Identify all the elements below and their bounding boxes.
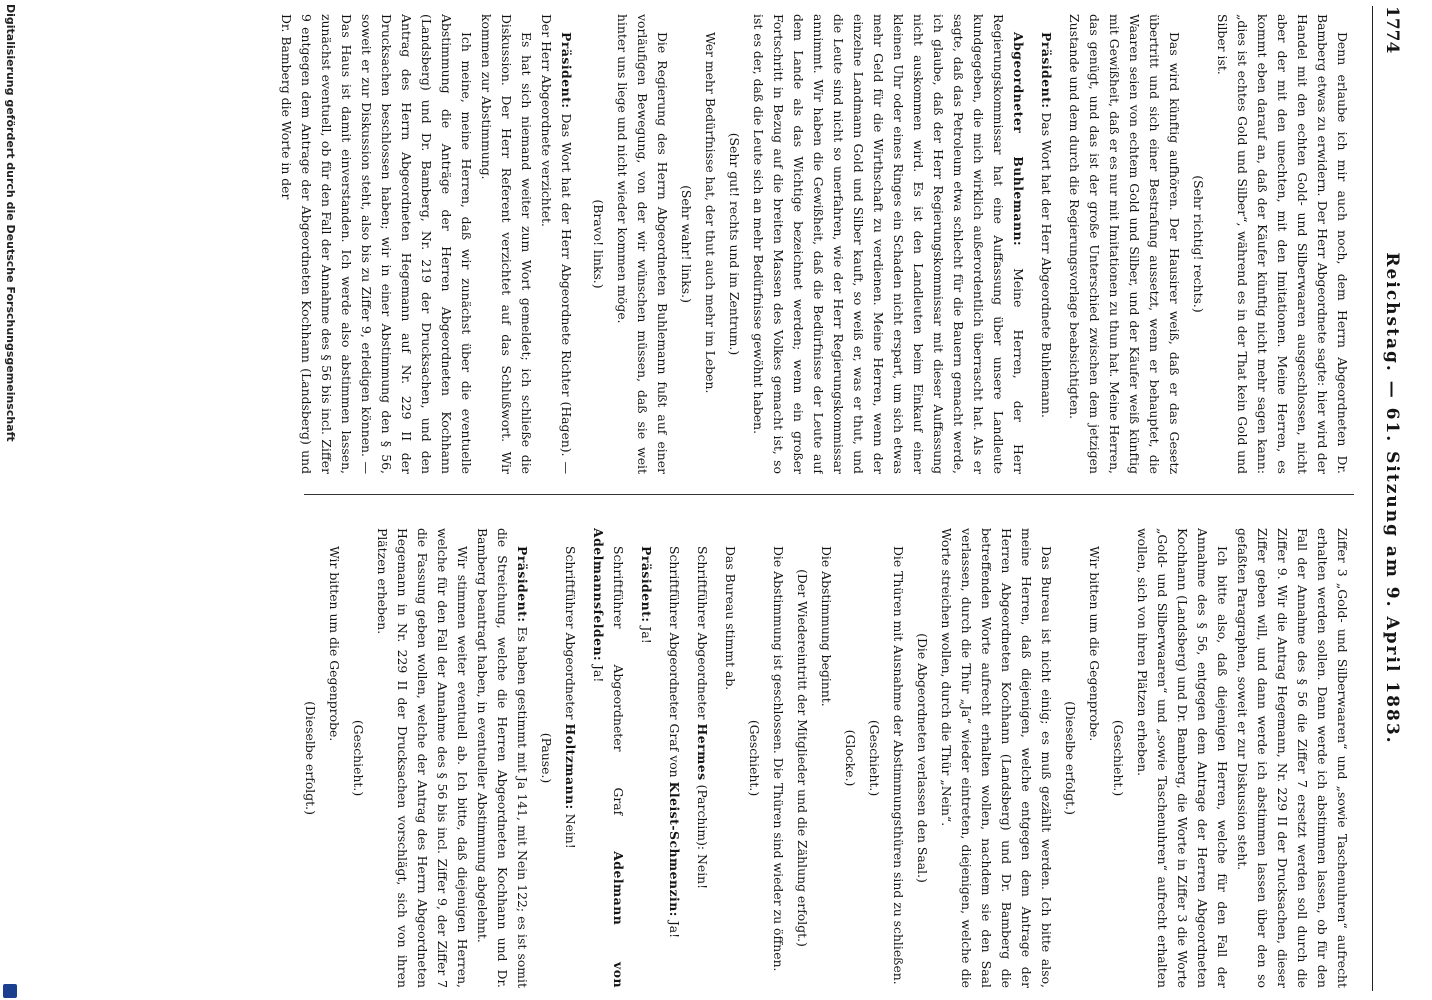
paragraph: Ich meine, meine Herren, daß wir zunächst über die eventuelle Abstimmung die Anträge der Herren Abgeordneten Kochhann (Landsberg) und Dr. Bamberg, Nr. 219 der Drucksachen, und den Antrag des Herrn Abgeordneten Hegemann auf Nr. 229 II der Drucksachen beschlossen haben; wir in einer Abstimmung den § 56, soweit er zur Diskussion steht, also bis zu Ziffer 9, erledigen können. — Das Haus ist damit einverstanden. Ich werde also abstimmen lassen, zunächst eventuell, ob für den Fall der Annahme des § 56 bis incl. Ziffer 9 entgegen dem Antrage der Abgeordneten Kochhann (Landsberg) und Dr. Bamberg die Worte in der: [279, 14, 474, 474]
digitization-footer: [0, 0, 18, 1000]
remark: (Geschieht.): [351, 719, 366, 797]
remark: (Glocke.): [843, 729, 858, 787]
paragraph: Wir bitten um die Gegenprobe.: [327, 546, 342, 742]
speaker-text: Ja!: [591, 665, 606, 683]
speaker-name: Hermes: [695, 723, 710, 781]
speaker-label: Abgeordneter Buhlemann:: [1011, 32, 1026, 247]
speaker-name: Holtzmann:: [563, 723, 578, 810]
remark: (Sehr gut! rechts und im Zentrum.): [727, 132, 742, 356]
speaker-name: Kleist-Schmenzin:: [667, 781, 682, 917]
speaker-label: Präsident:: [559, 32, 574, 109]
page-header: [1368, 6, 1402, 991]
remark: (Pause.): [539, 732, 554, 784]
paragraph: Die Abstimmung beginnt.: [819, 546, 834, 707]
speaker-name: Adelmann von Adelmannsfelden:: [591, 528, 626, 988]
speaker-paragraph: [1036, 14, 1056, 474]
header-rule: [1372, 6, 1373, 991]
column-divider: [304, 494, 1354, 495]
speaker-paragraph: [588, 528, 628, 988]
speaker-text: Meine Herren, der Herr Regierungskommissar hat eine Auffassung über unsere Landleute kundgegeben, die mich wirklich außerordentlich überrascht hat. Als er sagte, daß das Petroleum etwa schlecht für die Bauern gemacht werde, ich glaube, daß der Herr Regierungskommissar mit dieser Auffassung nicht auskommen wird. Es ist den Landleuten beim Einkauf einer kleinen Uhr oder eines Ringes ein Schaden nicht erspart, um sich etwas mehr Geld für die Wirthschaft zu verdienen. Meine Herren, wenn der einzelne Landmann Gold und Silber kauft, so weiß er, was er thut, und die Leute sind nicht so unerfahren, wie der Herr Regierungskommissar annimmt. Wir haben die Gewißheit, daß die Bedürfnisse der Leute auf dem Lande als das Wichtige bezeichnet werden; wenn ein großer Fortschritt in Bezug auf die breiten Massen des Volkes gemacht ist, so ist es der, daß die Leute sich an mehr Bedürfnisse gewöhnt haben.: [751, 14, 1026, 474]
remark: (Sehr richtig! rechts.): [1191, 175, 1206, 313]
speaker-label: Schriftführer Abgeordneter: [695, 546, 710, 720]
remark: (Sehr wahr! links.): [679, 185, 694, 303]
paragraph: Die Regierung des Herrn Abgeordneten Buhlemann fußt auf einer vorläufigen Bewegung, von der wir wünschen müssen, daß sie weit hinter uns liege und nicht wieder kommen möge.: [615, 14, 670, 474]
paragraph: Die Abstimmung ist geschlossen. Die Thüren sind wieder zu öffnen.: [771, 546, 786, 972]
speaker-paragraph: [472, 528, 532, 988]
remark: (Geschieht.): [747, 719, 762, 797]
paragraph: Es hat sich niemand weiter zum Wort gemeldet; ich schließe die Diskussion. Der Herr Referent verzichtet auf das Schlußwort. Wir kommen zur Abstimmung.: [479, 14, 534, 474]
paragraph: Ziffer 3 „Gold- und Silberwaaren“ und „sowie Taschenuhren“ aufrecht erhalten werden sollen. Dann werde ich abstimmen lassen, ob für den Fall der Annahme des § 56 die Ziffer 7 ersetzt werden soll durch die Ziffer 9. Wir die Antrag Hegemann, Nr. 229 II der Drucksachen, dieser Ziffer geben will, und dann werde ich abstimmen lassen über den so gefaßten Paragraphen, soweit er zur Diskussion steht.: [1235, 528, 1350, 988]
speaker-label: Schriftführer Abgeordneter Graf: [611, 546, 626, 816]
speaker-label: Präsident:: [515, 546, 530, 623]
remark: (Die Abgeordneten verlassen den Saal.): [915, 633, 930, 883]
paragraph: Wir bitten um die Gegenprobe.: [1087, 546, 1102, 742]
paragraph: Denn erlaube ich mir auch noch, dem Herrn Abgeordneten Dr. Bamberg etwas zu erwidern. Der Herr Abgeordnete sagte: hier wird der Handel mit den echten Gold- und Silberwaaren ausgeschlossen, nicht aber der mit den unechten, mit den Imitationen. Meine Herren, es kommt eben darauf an, daß der Käufer künftig nicht mehr sagen kann: „dies ist echtes Gold und Silber“, während es in der That kein Gold und Silber ist.: [1215, 14, 1350, 474]
paragraph: Das Bureau stimmt ab.: [723, 546, 738, 691]
remark: (Geschieht.): [867, 719, 882, 797]
paragraph: Die Thüren mit Ausnahme der Abstimmungsthüren sind zu schließen.: [891, 546, 906, 985]
speaker-text: Ja!: [667, 920, 682, 939]
paragraph: Wer mehr Bedürfnisse hat, der thut auch mehr im Leben.: [703, 32, 718, 394]
speaker-paragraph: [748, 14, 1028, 474]
left-column: [32, 14, 1352, 474]
page-number: 1774: [1382, 6, 1402, 54]
speaker-paragraph: [560, 528, 580, 988]
paragraph: Das Bureau ist nicht einig; es muß gezählt werden. Ich bitte also, meine Herren, daß diejenigen, welche entgegen dem Antrage der Herren Abgeordneten Kochhann (Landsberg) und Dr. Bamberg die betreffenden Worte aufrecht erhalten wollen, nachdem sie den Saal verlassen, durch die Thür „Ja“ wieder eintreten, diejenigen, welche die Worte streichen wollen, durch die Thür „Nein“.: [939, 528, 1054, 988]
footer-text: Digitalisierung gefördert durch die Deutsche Forschungsgemeinschaft: [4, 4, 17, 442]
remark: (Geschieht.): [1111, 719, 1126, 797]
speaker-label: Schriftführer Abgeordneter: [563, 546, 578, 720]
speaker-text: (Parchim): Nein!: [695, 784, 710, 890]
remark: (Der Wiedereintritt der Mitglieder und die Zählung erfolgt.): [795, 569, 810, 947]
speaker-text: Ja!: [639, 626, 654, 644]
speaker-label: Präsident:: [639, 546, 654, 623]
speaker-paragraph: [692, 528, 712, 988]
speaker-text: Das Wort hat der Herr Abgeordnete Richter (Hagen). — Der Herr Abgeordnete verzichtet.: [539, 14, 574, 474]
speaker-paragraph: [536, 14, 576, 474]
remark: (Dieselbe erfolgt.): [303, 701, 318, 815]
speaker-paragraph: [664, 528, 684, 988]
speaker-text: Es haben gestimmt mit Ja 141, mit Nein 122; es ist somit die Streichung, welche die Herren Abgeordneten Kochhann und Dr. Bamberg beantragt haben, in eventueller Abstimmung abgelehnt.: [475, 528, 530, 988]
speaker-text: Nein!: [563, 813, 578, 849]
speaker-text: Das Wort hat der Herr Abgeordnete Buhlemann.: [1039, 112, 1054, 418]
paragraph: Das wird künftig aufhören. Der Hausirer weiß, daß er das Gesetz übertritt und sich einer Bestrafung aussetzt, wenn er behauptet, die Waaren seien von echtem Gold und Silber, und der Käufer weiß künftig mit Gewißheit, daß er es nur mit Imitationen zu thun hat. Meine Herren, das genügt, und das ist der große Unterschied zwischen dem jetzigen Zustande und dem durch die Regierungsvorlage beabsichtigten.: [1067, 14, 1182, 474]
remark: (Dieselbe erfolgt.): [1063, 701, 1078, 815]
paragraph: Wir stimmen weiter eventuell ab. Ich bitte, daß diejenigen Herren, welche für den Fall der Annahme des § 56 bis incl. Ziffer 9, der Ziffer 7 die Fassung geben wollen, welche der Antrag des Herrn Abgeordneten Hegemann in Nr. 229 II der Drucksachen vorschlägt, sich von ihren Plätzen erheben.: [375, 528, 470, 988]
speaker-label: Präsident:: [1039, 32, 1054, 109]
paragraph: Ich bitte also, daß diejenigen Herren, welche für den Fall der Annahme des § 56, entgegen dem Antrage der Herren Abgeordneten Kochhann (Landsberg) und Dr. Bamberg, die Worte in Ziffer 3 die Worte „Gold- und Silberwaaren“ und „sowie Taschenuhren“ aufrecht erhalten wollen, sich von ihren Plätzen erheben.: [1135, 528, 1230, 988]
speaker-label: Schriftführer Abgeordneter Graf von: [667, 546, 682, 778]
right-column: [32, 528, 1352, 988]
speaker-paragraph: [636, 528, 656, 988]
page-title: Reichstag. — 61. Sitzung am 9. April 1883.: [1382, 252, 1402, 745]
dfg-logo-icon: [3, 984, 17, 998]
remark: (Bravo! links.): [591, 199, 606, 289]
